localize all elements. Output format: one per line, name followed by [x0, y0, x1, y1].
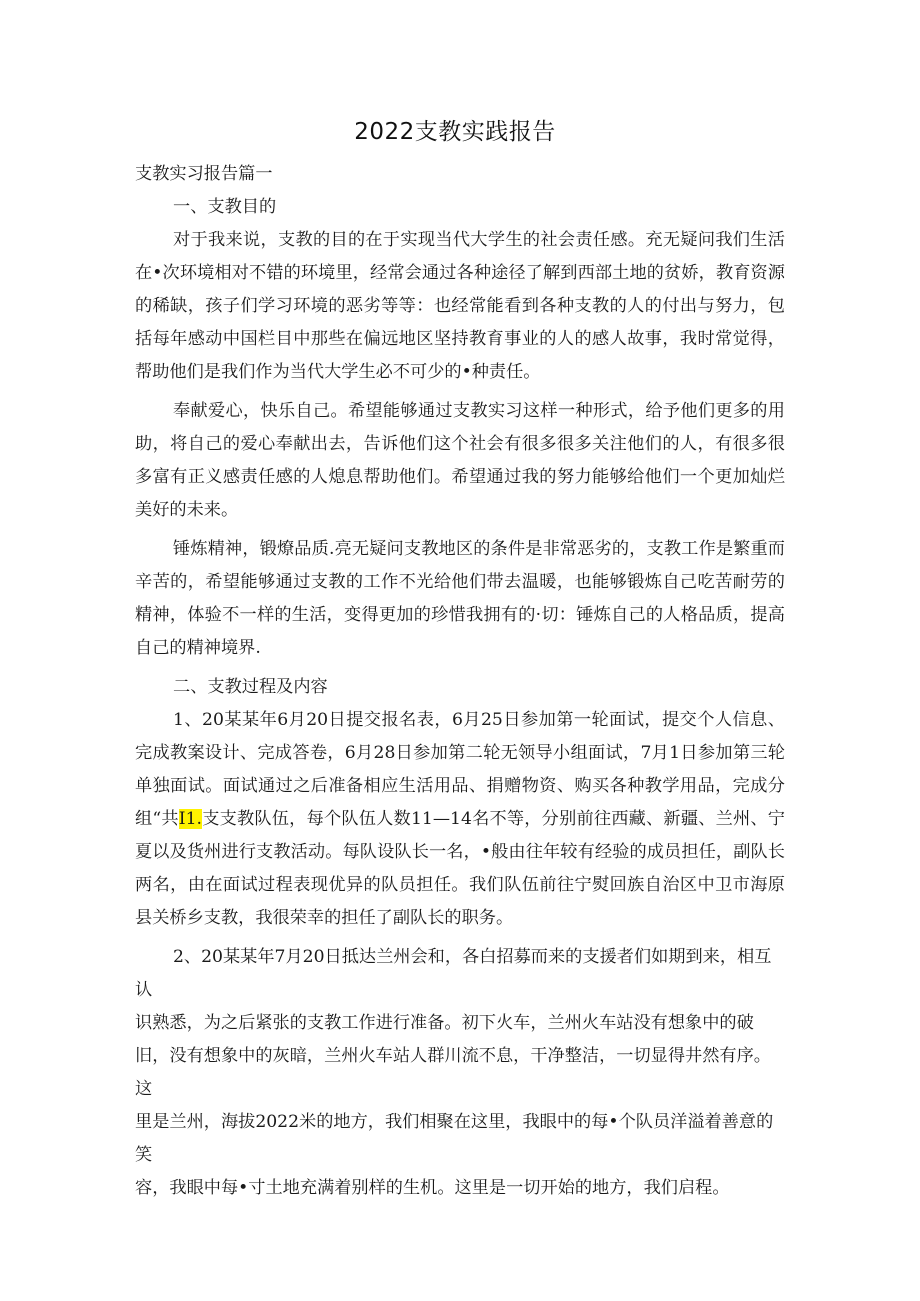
section-heading-process: 二、支教过程及内容 [173, 677, 328, 697]
paragraph-purpose-3: 锤炼精神，锻燎品质.亮无疑问支教地区的条件是非常恶劣的，支教工作是繁重而辛苦的，希望能够通过支教的工作不光给他们带去温暖，也能够锻炼自己吃苦耐劳的精神，体验不一样的生活，变得更加的珍惜我拥有的·切：锤炼自己的人格品质，提高自己的精神境界. [135, 539, 785, 658]
paragraph-process-2-line: 2、20某某年7月20日抵达兰州会和，各白招募而来的支援者们如期到来，相互认 [135, 947, 772, 1000]
paragraph-process-2-line: 识熟悉，为之后紧张的支教工作进行准备。初下火车，兰州火车站没有想象中的破 [135, 1013, 754, 1033]
section-heading-purpose: 一、支教目的 [173, 197, 277, 217]
paragraph-process-2-line: 里是兰州，海拔2022米的地方，我们相聚在这里，我眼中的每•个队员洋溢着善意的笑 [135, 1112, 774, 1165]
paragraph-process-1-text-b: 支支教队伍，每个队伍人数11—14名不等，分别前往西藏、新疆、兰州、宁夏以及货州进行支教活动。每队设队长一名，•般由往年较有经验的成员担任，副队长两名，由在面试过程表现优异的队员担任。我们队伍前往宁熨回族自治区中卫市海原县关桥乡支教，我很荣幸的担任了副队长的职务。 [135, 809, 785, 928]
paragraph-purpose-1: 对于我来说，支教的目的在于实现当代大学生的社会责任感。充无疑问我们生活在•次环境相对不错的环境里，经常会通过各种途径了解到西部土地的贫娇，教育资源的稀缺，孩子们学习环境的恶劣等等：也经常能看到各种支教的人的付出与努力，包括每年感动中国栏目中那些在偏远地区坚持教育事业的人的感人故事，我时常觉得，帮助他们是我们作为当代大学生必不可少的•种责任。 [135, 230, 785, 382]
paragraph-process-1 [135, 704, 785, 935]
paragraph-purpose-2: 奉献爱心，快乐自己。希望能够通过支教实习这样一种形式，给予他们更多的用助，将自己的爱心奉献出去，告诉他们这个社会有很多很多关注他们的人，有很多很多富有正义感责任感的人熄息帮助他们。希望通过我的努力能够给他们一个更加灿烂美好的未来。 [135, 401, 785, 520]
document-body [135, 158, 785, 1205]
paragraph-process-1-text-a: 1、20某某年6月20日提交报名表，6月25日参加第一轮面试，提交个人信息、完成教案设计、完成答卷，6月28日参加第二轮无领导小组面试，7月1日参加第三轮单独面试。面试通过之后准备相应生活用品、捐赠物资、购买各种教学用品，完成分组“共 [135, 710, 785, 829]
paragraph-process-2-line: 旧，没有想象中的灰暗，兰州火车站人群川流不息，干净整洁，一切显得井然有序。这 [135, 1046, 771, 1099]
highlighted-text: I1. [178, 809, 202, 829]
document-title: 2022支教实践报告 [354, 119, 556, 145]
paragraph-process-2-line: 容，我眼中每•寸土地充满着别样的生机。这里是一切开始的地方，我们启程。 [135, 1178, 730, 1198]
paragraph-process-2 [135, 941, 785, 1205]
document-subtitle: 支教实习报告篇一 [135, 164, 273, 184]
